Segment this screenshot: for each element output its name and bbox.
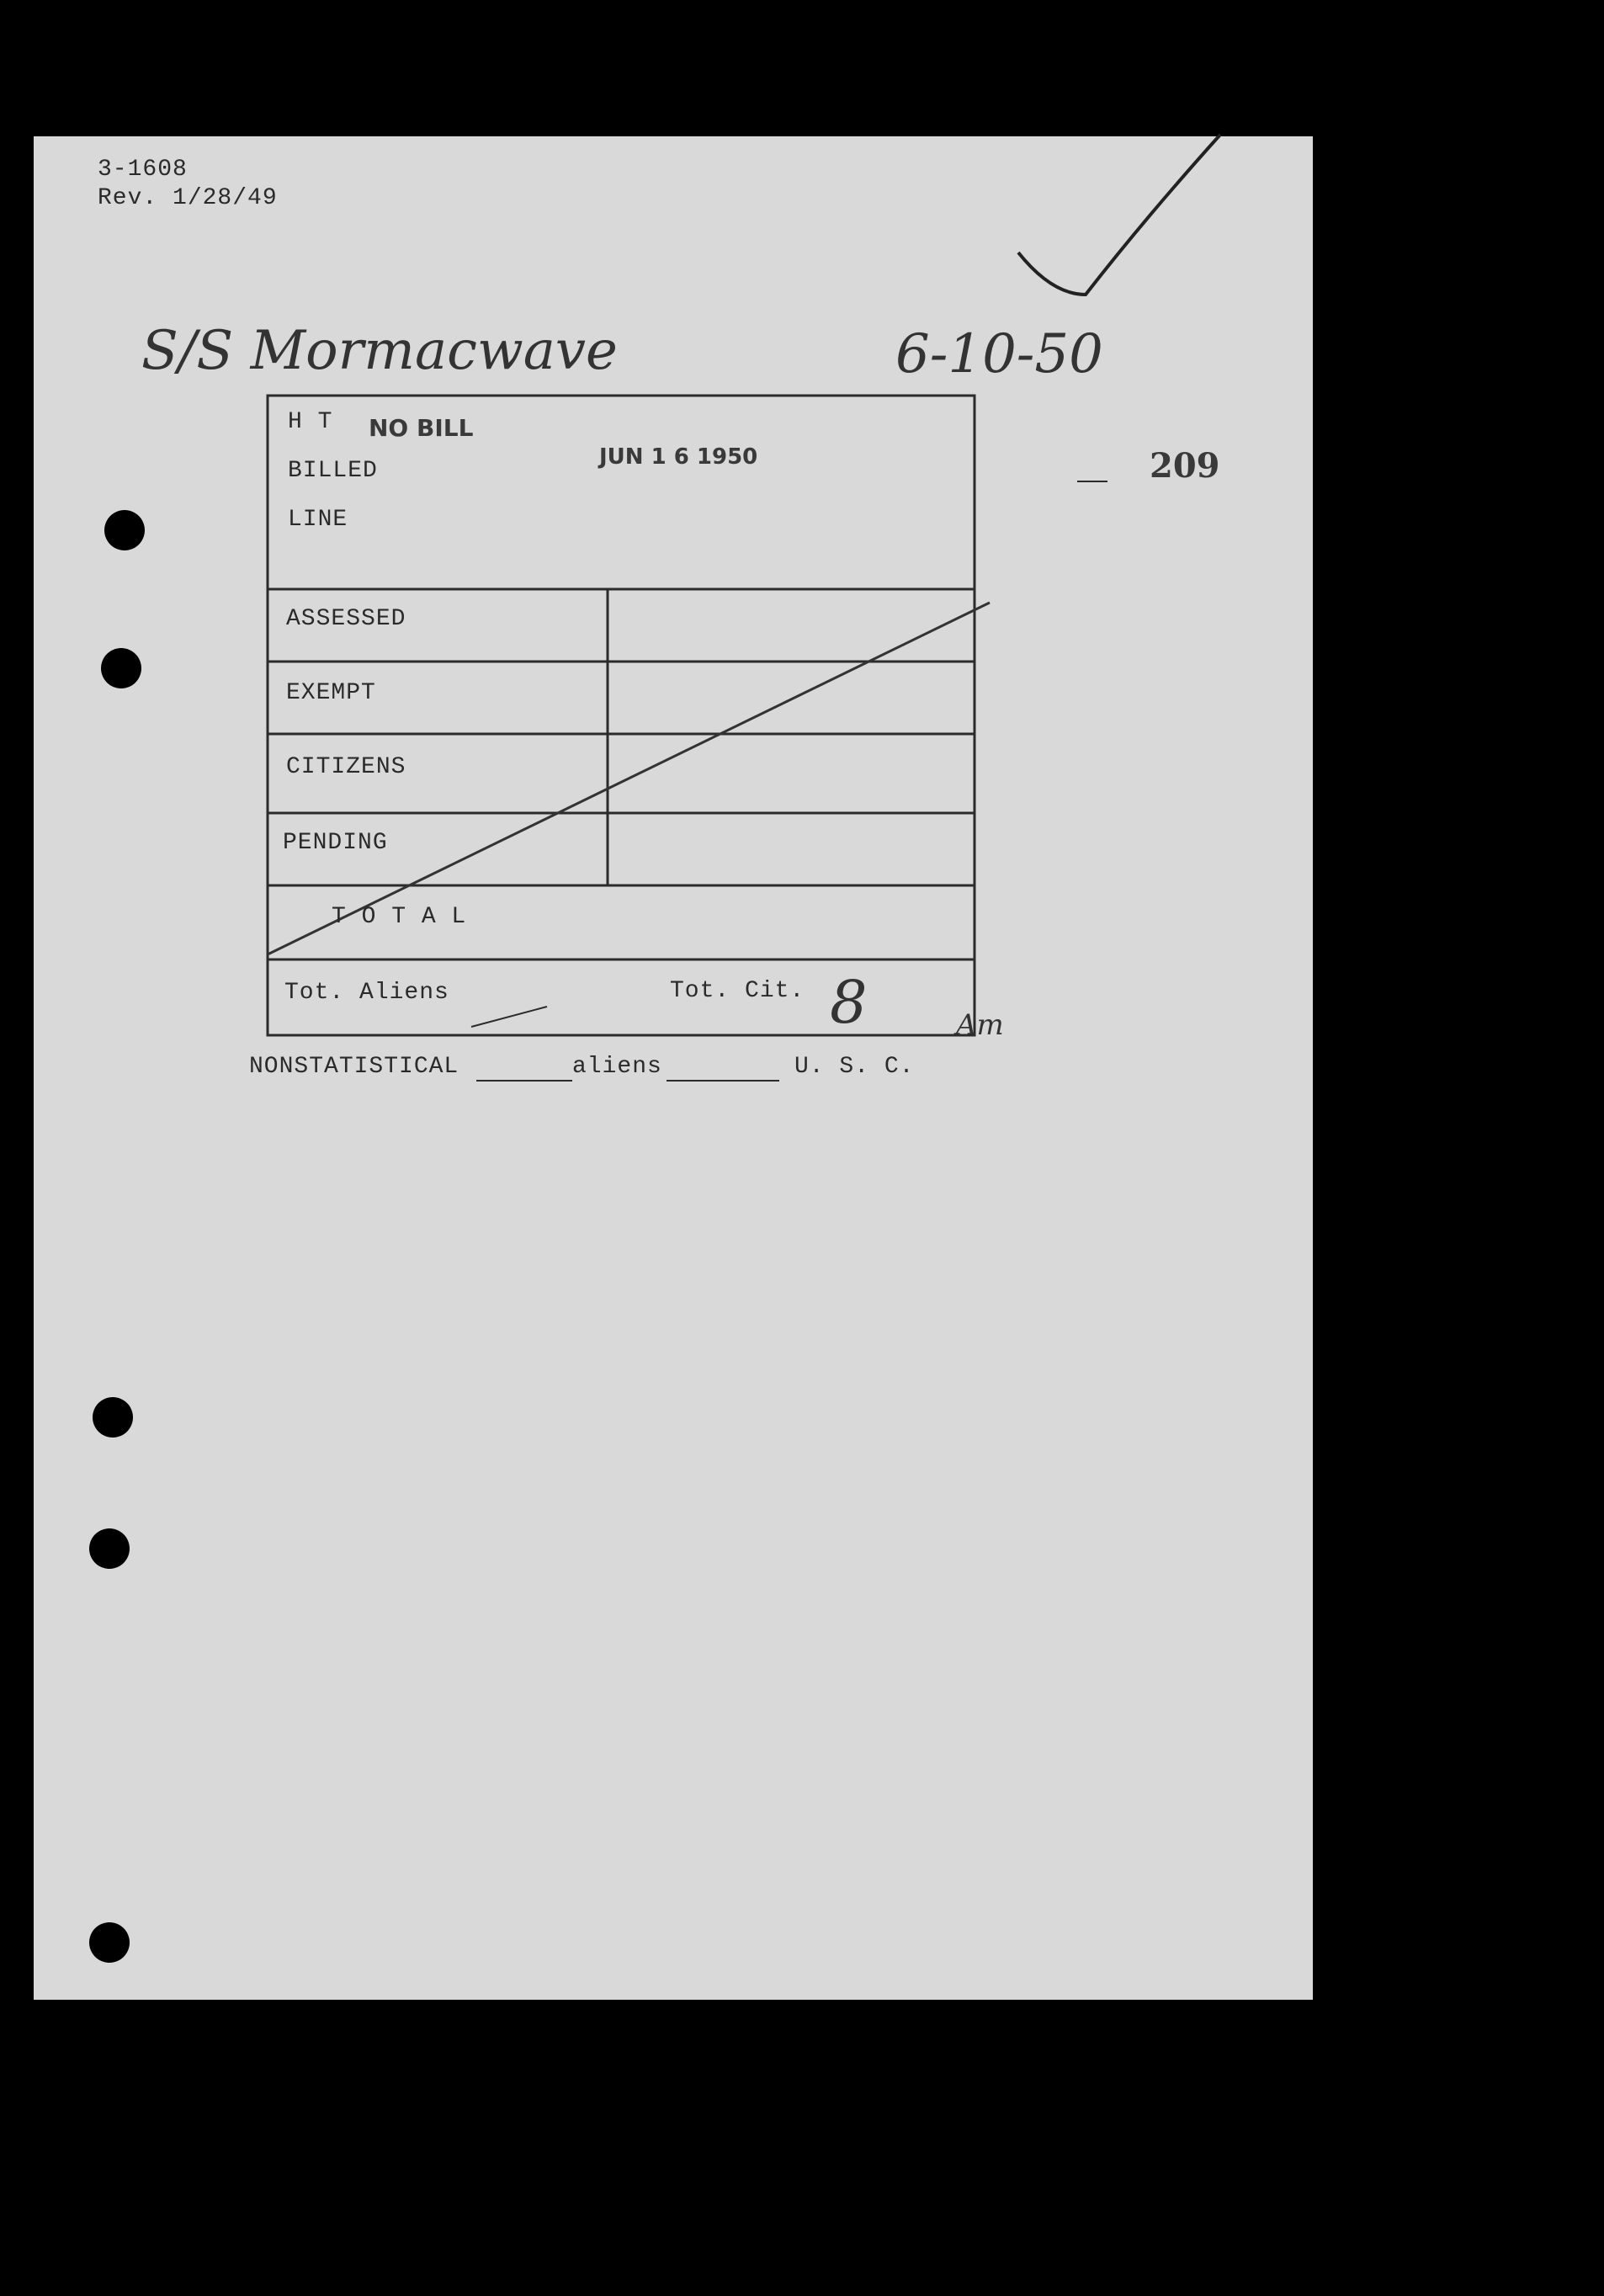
row-citizens: CITIZENS bbox=[286, 754, 406, 780]
date-stamp: JUN 1 6 1950 bbox=[599, 444, 758, 470]
initials: Am bbox=[956, 1008, 1004, 1042]
handwritten-date: 6-10-50 bbox=[895, 323, 1103, 385]
vessel-name: S/S Mormacwave bbox=[141, 320, 618, 382]
header-line: LINE bbox=[288, 507, 348, 533]
no-bill-stamp: NO BILL bbox=[369, 414, 474, 442]
header-ht: H T bbox=[288, 409, 333, 435]
row-exempt: EXEMPT bbox=[286, 680, 376, 706]
aliens-label: aliens bbox=[572, 1054, 662, 1080]
tot-cit-label: Tot. Cit. bbox=[670, 978, 805, 1004]
check-mark-icon bbox=[1018, 135, 1220, 295]
tot-aliens-label: Tot. Aliens bbox=[284, 980, 449, 1006]
row-pending: PENDING bbox=[283, 830, 388, 856]
row-assessed: ASSESSED bbox=[286, 606, 406, 632]
stamp-number: 209 bbox=[1150, 446, 1220, 486]
row-total: T O T A L bbox=[332, 904, 467, 930]
nonstatistical-label: NONSTATISTICAL bbox=[249, 1054, 459, 1080]
form-revision: Rev. 1/28/49 bbox=[98, 185, 278, 211]
usc-label: U. S. C. bbox=[794, 1054, 915, 1080]
citizen-count: 8 bbox=[830, 968, 868, 1037]
form-number: 3-1608 bbox=[98, 157, 188, 183]
header-billed: BILLED bbox=[288, 458, 378, 484]
